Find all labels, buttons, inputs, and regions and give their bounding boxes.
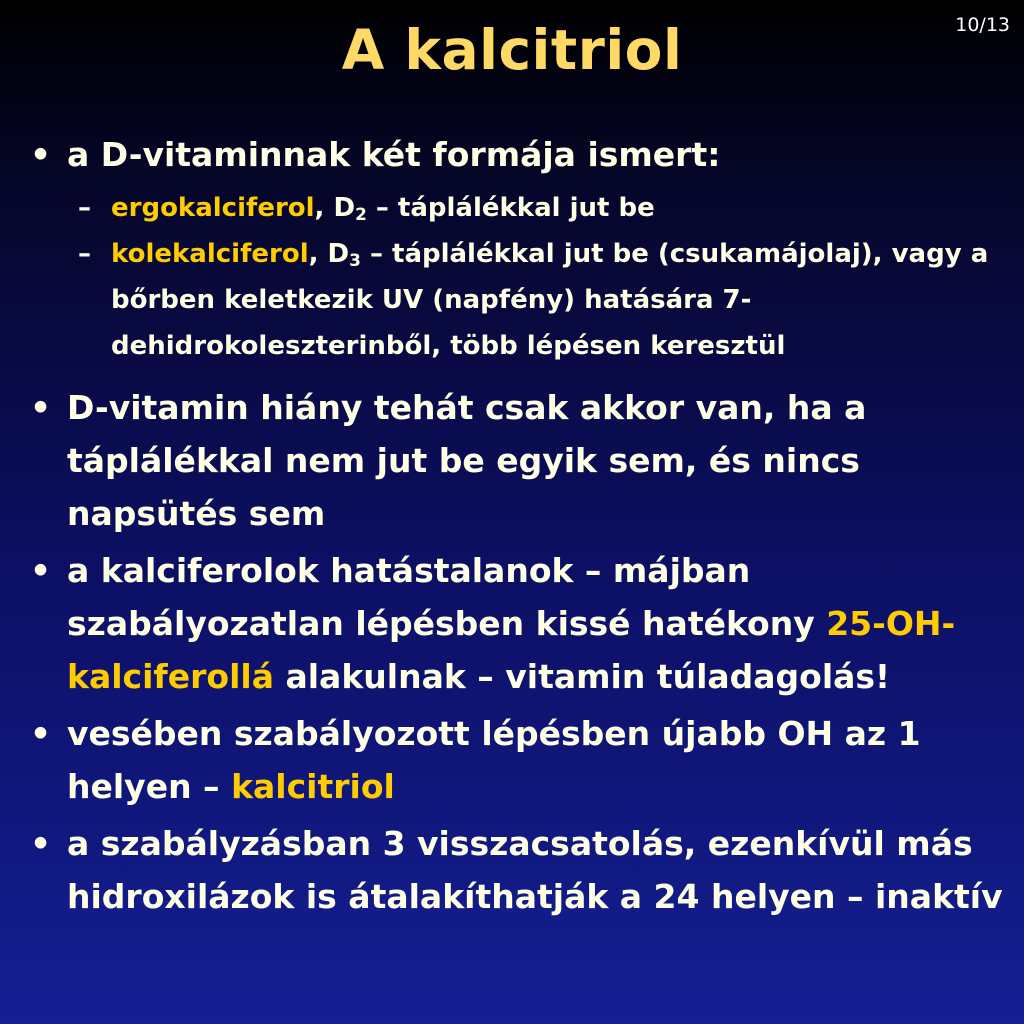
bullet-item [26,128,1011,181]
slide-content [26,128,1011,923]
dash-marker: – [78,193,91,223]
bullet-marker: • [30,551,52,590]
bullet-highlight: kalcitriol [231,767,395,806]
bullet-text: vesében szabályozott lépésben újabb OH az 1 helyen – [67,714,921,806]
dash-marker: – [78,239,91,269]
bullet-item [26,817,1011,923]
sub-item [26,231,1011,369]
bullet-marker: • [30,824,52,863]
sub-item-text: – táplálékkal jut be [366,193,655,223]
page-number: 10/13 [955,14,1010,36]
bullet-text: a D-vitaminnak két formája ismert: [67,135,721,174]
bullet-marker: • [30,135,52,174]
sub-item [26,185,1011,231]
sub-item-text: – táplálékkal jut be (csukamájolaj), vagy a bőrben keletkezik UV (napfény) hatására 7-dehidrokoleszterinből, több lépésen keresztül [111,239,989,361]
sub-item-term: kolekalciferol [111,239,309,269]
sub-item-subscript: 3 [349,250,361,271]
bullet-marker: • [30,714,52,753]
bullet-item [26,707,1011,813]
bullet-item [26,544,1011,703]
sub-item-term: ergokalciferol [111,193,315,223]
slide-title: A kalcitriol [341,18,683,82]
bullet-text: a szabályzásban 3 visszacsatolás, ezenkívül más hidroxilázok is átalakíthatják a 24 helyen – inaktív [67,824,1003,916]
sub-item-mid: , D [308,239,350,269]
bullet-marker: • [30,388,52,427]
bullet-item [26,381,1011,540]
sub-item-mid: , D [314,193,356,223]
bullet-text-end: alakulnak – vitamin túladagolás! [273,657,891,696]
sub-item-subscript: 2 [355,204,367,225]
bullet-text: D-vitamin hiány tehát csak akkor van, ha a táplálékkal nem jut be egyik sem, és nincs napsütés sem [67,388,867,533]
bullet-text: a kalciferolok hatástalanok – májban szabályozatlan lépésben kissé hatékony [67,551,827,643]
bullet-highlight: 25-OH-kalciferollá [67,604,956,696]
